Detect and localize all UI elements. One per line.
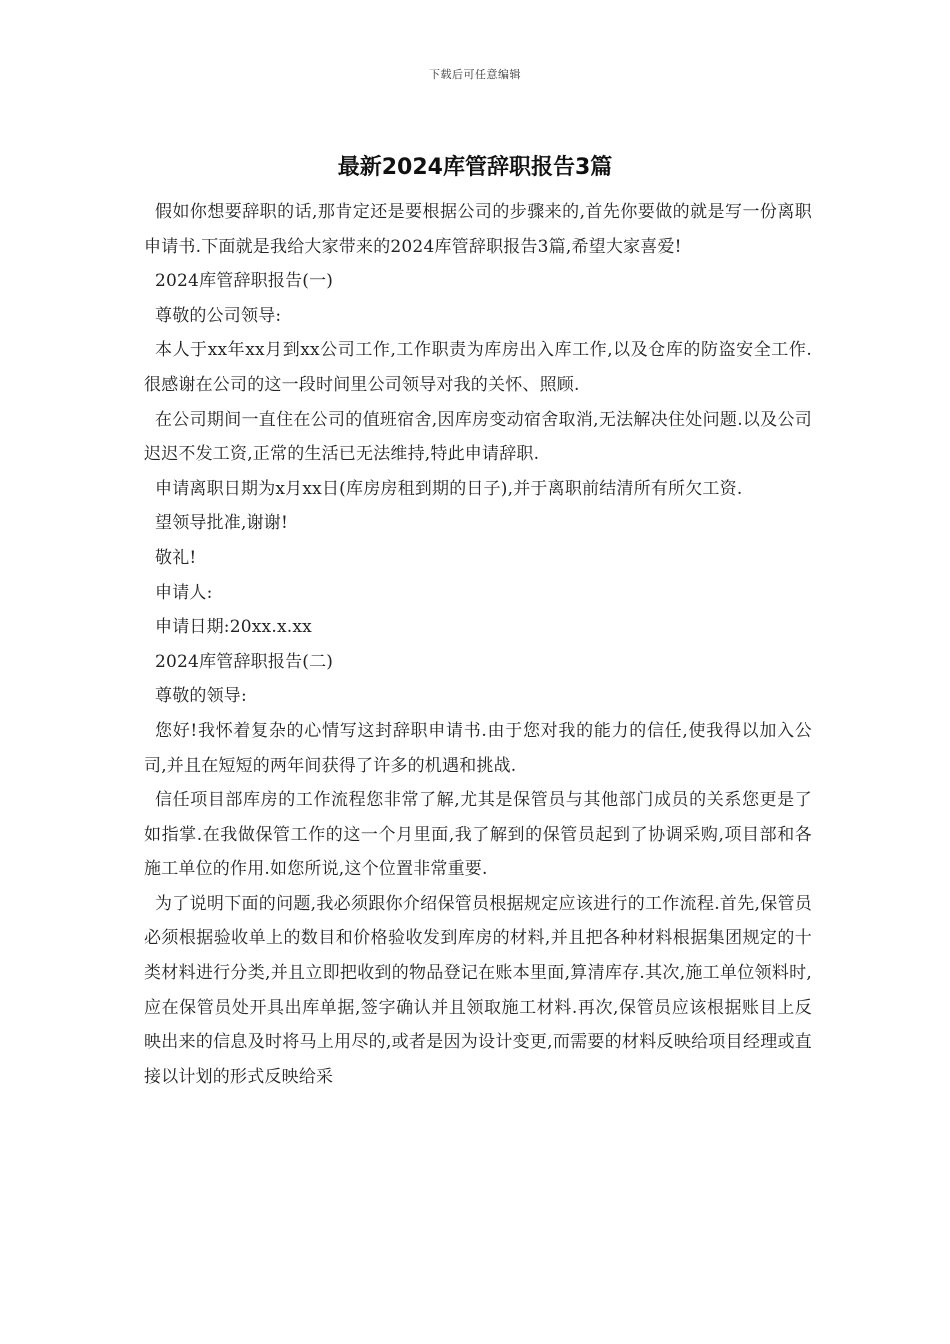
paragraph: 为了说明下面的问题,我必须跟你介绍保管员根据规定应该进行的工作流程.首先,保管员必须根据验收单上的数目和价格验收发到库房的材料,并且把各种材料根据集团规定的十类材料进行分类,并且立即把收到的物品登记在账本里面,算清库存.其次,施工单位领料时,应在保管员处开具出库单据,签字确认并且领取施工材料.再次,保管员应该根据账目上反映出来的信息及时将马上用尽的,或者是因为设计变更,而需要的材料反映给项目经理或直接以计划的形式反映给采: [144, 893, 812, 1087]
header-note: 下载后可任意编辑: [429, 68, 521, 81]
paragraph: 望领导批准,谢谢!: [155, 513, 289, 534]
salutation-1: 尊敬的公司领导:: [155, 305, 282, 326]
closing: 敬礼!: [155, 547, 197, 568]
section-heading-1: 2024库管辞职报告(一): [155, 271, 334, 292]
applicant-line: 申请人:: [155, 582, 213, 603]
paragraph: 申请离职日期为x月xx日(库房房租到期的日子),并于离职前结清所有所欠工资.: [155, 478, 743, 499]
paragraph-intro: 假如你想要辞职的话,那肯定还是要根据公司的步骤来的,首先你要做的就是写一份离职申请书.下面就是我给大家带来的2024库管辞职报告3篇,希望大家喜爱!: [144, 202, 812, 257]
section-heading-2: 2024库管辞职报告(二): [155, 651, 334, 672]
salutation-2: 尊敬的领导:: [155, 686, 247, 707]
paragraph: 在公司期间一直住在公司的值班宿舍,因库房变动宿舍取消,无法解决住处问题.以及公司迟迟不发工资,正常的生活已无法维持,特此申请辞职.: [144, 409, 812, 465]
document-title: 最新2024库管辞职报告3篇: [337, 155, 613, 180]
paragraph: 本人于xx年xx月到xx公司工作,工作职责为库房出入库工作,以及仓库的防盗安全工作.很感谢在公司的这一段时间里公司领导对我的关怀、照顾.: [144, 340, 812, 395]
paragraph: 您好!我怀着复杂的心情写这封辞职申请书.由于您对我的能力的信任,使我得以加入公司,并且在短短的两年间获得了许多的机遇和挑战.: [144, 720, 812, 776]
paragraph: 信任项目部库房的工作流程您非常了解,尤其是保管员与其他部门成员的关系您更是了如指掌.在我做保管工作的这一个月里面,我了解到的保管员起到了协调采购,项目部和各施工单位的作用.如您所说,这个位置非常重要.: [144, 790, 812, 880]
date-line: 申请日期:20xx.x.xx: [155, 617, 312, 638]
document-body: [144, 195, 812, 1094]
